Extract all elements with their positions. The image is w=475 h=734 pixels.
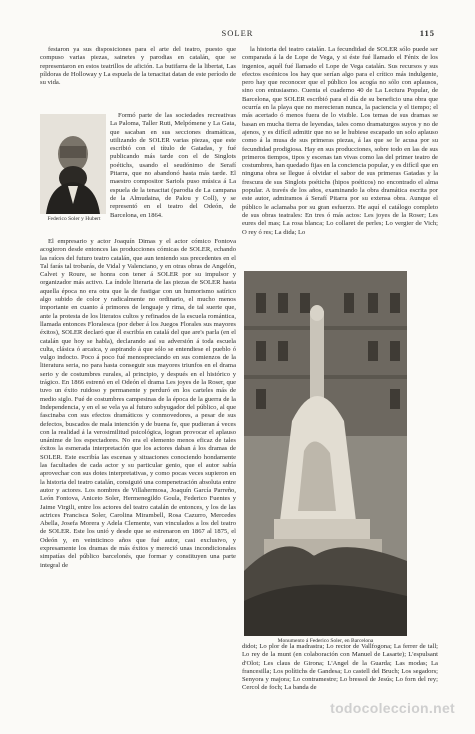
paragraph: la historia del teatro catalán. La fecundidad de SOLER sólo puede ser comparada á la de Lope de Vega, y si éste fué llamado el Fénix de los ingenios, aquél fué llamado el Lope de Vega catalán. Sus recursos y sus efectos escénicos los hay que serían algo para el crítico más indulgente, pero hay que reconocer que el público los acogía no sólo con aplausos, sino con entusiasmo. Cuenta el cuaderno 40 de La Lectura Popular, de Barcelona, que SOLER escribió para el día de su beneficio una obra que ocurría en la playa que no merecieran nunca, la paciencia y el tiempo; el más acertado ó menos fuera de lo visible. Los temas de sus dramas se basan en mucha tierra de leyendas, tales como dramaturgos suyos y no de ajenos, y es difícil admitir que no se le hubiese escapado un solo aplauso como á la musa de sus primeras piezas, á las que se le acusa por su fecundidad prodigiosa. Hay en sus producciones, sobre todo en las de sus primeros tiempos, tipos y escenas tan vivas como las del primer teatro de costumbres, han quedado fijas en la conciencia popular, y es difícil que en ninguna obra se llegue á olvidar el sabor de sus primeras Gatadas y la frescura de sus Singlots poétichs (hipos poéticos) no encontrado el alma popular. A través de los años, examinando la obra dramática escrita por este autor, admiramos á Serafí Pitarra por su extensa obra. Aunque el público le aclamaba por su gran esfuerzo. He aquí el catálogo completo de sus obras teatrales: En tres ó más actos: Les joyes de la Roser; Les eures del mas; La rosa blanca; Lo collaret de perles; Lo vergier de Vich; O rey ó res; La dida; Lo xyxy=(242,46,438,236)
right-column-top xyxy=(242,46,438,237)
running-header xyxy=(40,28,435,42)
running-title: SOLER xyxy=(221,28,254,38)
paragraph: festaron ya sus disposiciones para el arte del teatro, puesto que compuso varias piezas, sainetes y parodias en catalán, que se representaron en estos teatrillos de afición. La butifarra de la libertat, Las píldoras de Holloway y La espuela de la tenacitat datan de este período de su vida. xyxy=(40,46,236,87)
watermark: todocoleccion.net xyxy=(330,700,455,716)
paragraph: Formó parte de las sociedades recreativas La Paloma, Taller Ruti, Melpómene y La Gata, que sacaban en sus secciones dramáticas, utilizando de SOLER varias piezas, que este escribió con el título de Gatadas, y fué publicando más tarde con el de Singlots poétichs, usando el seudónimo de Serafí Pitarra, que no abandonó hasta más tarde. El maestro compositor Sariols puso música á La espuela de la tenacitat (parodia de La campana de la Almudaina, de Palou y Coll), y se representó en el teatro del Odeón, de Barcelona, en 1864. xyxy=(110,112,236,219)
paragraph: didot; Lo plor de la madrastra; Lo rector de Vallfogona; La ferrer de tall; Lo rey de la munt (en colaboración con Manuel de Lasarte); L'espulsant d'Olot; Les claus de Girona; L'Angel de la Guarda; Las modas; La francesilla; Los polítichs de Gandesa; Lo castell del Bruch; Los segadors; Senyora y majora; Lo contramestre; Lo bressol de Jesús; Lo forn del rey; Cercol de foch; La banda de xyxy=(242,643,438,692)
paragraph: El empresario y actor Joaquín Dimas y el actor cómico Fontova acogieron desde entonces las producciones cómicas de SOLER, echando las raíces del futuro teatro catalán, que aun teniendo sus precedentes en el Tal farás tal trobarás, de Vidal y Valenciano, y en otras obras de Angelón, Calvet y Roure, se honra con tener á SOLER por su impulsor y organizador más activo. La índole literaria de las piezas de SOLER hasta aquella época no era otra que la de fustigar con un humorismo satírico algo subido de color y radicalmente no ordinario, el mucho menos importante en cuanto á primores de lenguaje y rima, de tal suerte que, ante la protesta de los literatos cultos y refinados de la escuela romántica, llamada entonces Floralesca (por deber á los Juegos Florales sus mayores éxitos), SOLER declaró que él escribía en catalá del que are's parla (en el catalán que hoy se habla), declarando así su adversión á toda escuela culta, clásica ó arcaica, y aspirando á que sólo se entendiese el pueblo ó vulgo indocto. Poco á poco fué menospreciando en sus comienzos de la literatura seria, no para hasta conseguir sus mayores triunfos en el drama serio y de costumbres rurales, al principio, y después en el histórico y trágico. En 1866 estrenó en el Odeón el drama Les joyes de la Roser, que tuvo un éxito ruidoso y permanente y perduró en los carteles más de medio siglo. Fué de costumbres campesinas de la época de la guerra de la Independencia, y en el se vela ya al futuro subyugador del público, al que fascinaba con sus efectos dramáticos y conmovedores, a pesar de sus defectos, buscados de mala intención y de buena fe, que pudieran á veces con la realidad á la verosimilitud psicológica, logran provocar el aplauso unánime de los espectadores. No era el elemento menos eficaz de tales éxitos la esmerada interpretación que los actores daban á los dramas de SOLER. Este escribía las escenas y situaciones conociendo hondamente las facultades de cada actor y su particular genio, que el autor sabía aprovechar con sus dotes interpretativas, y como pocas veces supieron en la historia del teatro catalán, consiguió una compenetración absoluta entre autor y actores. Los nombres de Villahermosa, Joaquín García Parreño, León Fontova, Aniceto Soler, Hermenegildo Goula, Federico Fuentes y Jaime Virgili, entre los actores del teatro catalán de entonces, y los de las actrices Francisca Soler, Carolina Mirambell, Rosa Cazurro, Mercedes Abella, Josefa Morera y Adela Clemente, van vinculados a los del teatro de SOLER. Este los unió y desde que se estrenaron en 1867 al 1875, el Odeón y, en veinticinco años que fué autor, casi exclusivo, y expresamente los dramas de más éxitos y mereció unas incondicionales simpatías del público barcelonés, que formar y constituyen una parte integral de xyxy=(40,238,236,569)
left-column-wrap xyxy=(110,112,236,220)
monument-photo xyxy=(244,271,407,636)
portrait-caption: Federico Soler y Hubert xyxy=(47,216,101,222)
portrait-image xyxy=(40,114,106,214)
page-number: 115 xyxy=(419,28,435,38)
monument-caption: Monumento á Federico Soler, en Barcelona xyxy=(277,638,374,644)
left-column-body xyxy=(40,238,236,570)
right-column-bottom xyxy=(242,643,438,693)
left-column-top xyxy=(40,46,236,87)
